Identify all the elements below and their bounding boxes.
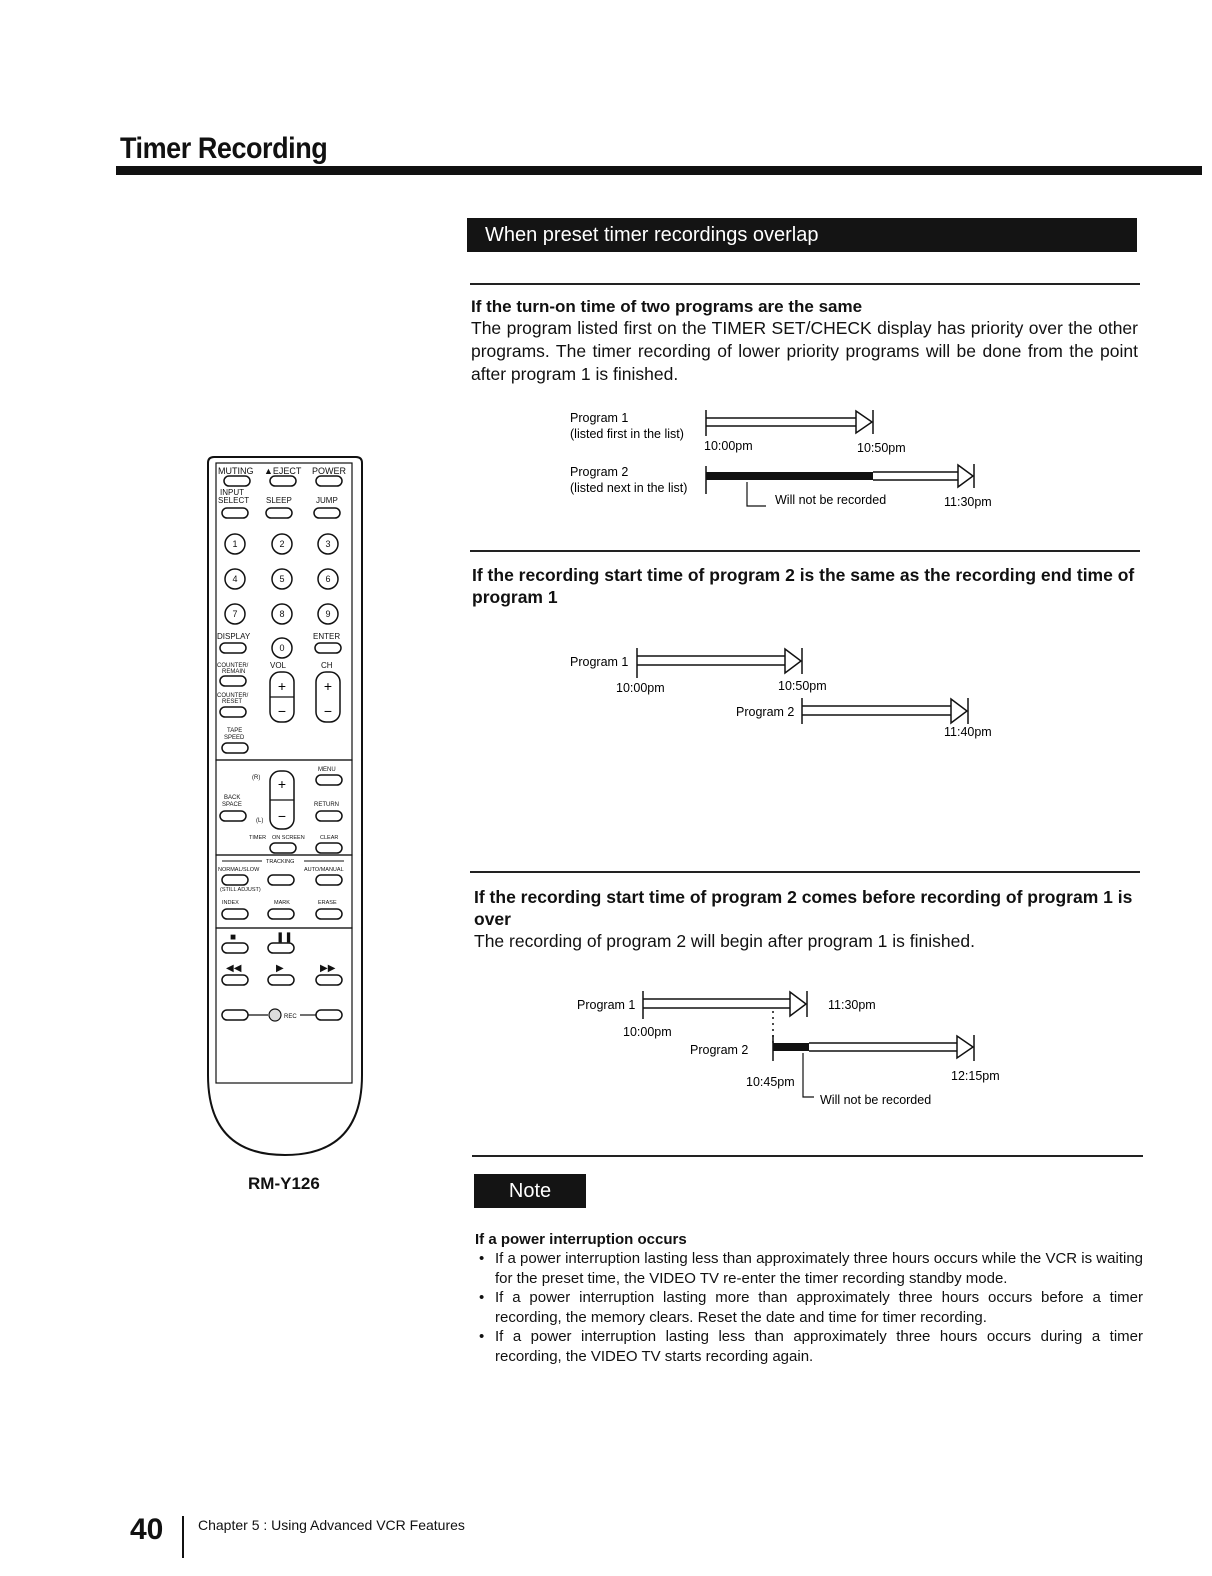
c1-p2-end-time: 11:30pm xyxy=(944,495,992,509)
volume-minus-icon: − xyxy=(277,703,287,719)
key-3-label: 3 xyxy=(325,539,331,549)
label-counter-remain-1: COUNTER/ xyxy=(217,663,249,669)
c3-not-recorded: Will not be recorded xyxy=(820,1093,932,1107)
case3-body: The recording of program 2 will begin after program 1 is finished. xyxy=(474,931,975,951)
case1-heading: If the turn-on time of two programs are the same xyxy=(471,297,863,316)
note-item: • If a power interruption lasting less than approximately three hours occurs during a timer recording, the VIDEO TV starts recording again. xyxy=(475,1327,1143,1366)
key-7-label: 7 xyxy=(232,609,238,619)
c2-p1-end-time: 10:50pm xyxy=(778,679,827,693)
c1-start-time: 10:00pm xyxy=(704,439,753,453)
c2-p2-arrow xyxy=(951,699,967,723)
key-9-label: 9 xyxy=(325,609,331,619)
label-input: INPUT xyxy=(220,488,244,497)
c3-callout-line xyxy=(803,1089,814,1097)
label-index: INDEX xyxy=(222,900,239,906)
volume-plus-icon: + xyxy=(277,678,287,694)
c1-program2-note: (listed next in the list) xyxy=(570,481,688,495)
label-vol: VOL xyxy=(270,661,287,670)
label-eject: ▲EJECT xyxy=(264,466,302,476)
label-counter-reset-1: COUNTER/ xyxy=(217,693,249,699)
label-r: (R) xyxy=(252,775,261,781)
label-select: SELECT xyxy=(218,496,250,505)
label-tracking: TRACKING xyxy=(266,859,295,865)
c3-program2-label: Program 2 xyxy=(690,1043,749,1057)
key-4-label: 4 xyxy=(232,574,238,584)
c1-callout-line xyxy=(747,482,766,506)
c1-program1-note: (listed first in the list) xyxy=(570,427,684,441)
label-ch: CH xyxy=(321,661,333,670)
divider xyxy=(470,283,1140,285)
channel-plus-icon: + xyxy=(323,678,333,694)
note-item: • If a power interruption lasting less than approximately three hours occurs while the VCR is waiting for the preset time, the VIDEO TV re-enter the timer recording standby mode. xyxy=(475,1249,1143,1288)
label-power: POWER xyxy=(312,466,347,476)
fast-forward-icon: ▶▶ xyxy=(320,963,336,974)
case3-diagram xyxy=(570,985,1040,1115)
c2-p1-arrow xyxy=(785,649,801,673)
footer-divider xyxy=(182,1516,184,1558)
remote-control-illustration xyxy=(200,455,370,1160)
label-space: SPACE xyxy=(222,802,242,808)
c2-program2-label: Program 2 xyxy=(736,705,795,719)
label-timer: TIMER xyxy=(249,835,267,841)
case2-heading: If the recording start time of program 2 is the same as the recording end time of program 1 xyxy=(472,565,1135,607)
label-display: DISPLAY xyxy=(217,632,251,641)
key-5-label: 5 xyxy=(279,574,285,584)
key-2-label: 2 xyxy=(279,539,285,549)
label-normal-slow: NORMAL/SLOW xyxy=(218,867,260,873)
divider xyxy=(472,1155,1143,1157)
rec-button[interactable] xyxy=(269,1009,281,1021)
label-counter-remain-2: REMAIN xyxy=(222,669,246,675)
c3-start-time: 10:00pm xyxy=(623,1025,672,1039)
section-banner: When preset timer recordings overlap xyxy=(467,218,1137,252)
cursor-plus-icon: + xyxy=(277,776,287,792)
note-item: • If a power interruption lasting more than approximately three hours occurs before a timer recording, the memory clears. Reset the date and time for timer recording. xyxy=(475,1288,1143,1327)
rewind-icon: ◀◀ xyxy=(226,963,242,974)
label-tape: TAPE xyxy=(227,728,243,734)
label-clear: CLEAR xyxy=(320,835,339,841)
cursor-minus-icon: − xyxy=(277,808,287,824)
key-1-label: 1 xyxy=(232,539,238,549)
case1-diagram xyxy=(560,400,1030,520)
c2-start-time: 10:00pm xyxy=(616,681,665,695)
c1-p1-end-time: 10:50pm xyxy=(857,441,906,455)
case3-heading: If the recording start time of program 2 comes before recording of program 1 is over xyxy=(474,887,1133,929)
play-icon: ▶ xyxy=(276,963,284,974)
c1-p2-arrow xyxy=(958,465,973,487)
case2-diagram xyxy=(560,640,1030,750)
label-muting: MUTING xyxy=(218,466,254,476)
channel-minus-icon: − xyxy=(323,703,333,719)
note-list xyxy=(475,1249,1143,1366)
key-0-label: 0 xyxy=(279,643,285,653)
case1-body: The program listed first on the TIMER SET/CHECK display has priority over the other programs. The timer recording of lower priority programs will be done from the point after program 1 is finished. xyxy=(471,318,1138,384)
c3-p1-end-time: 11:30pm xyxy=(828,998,876,1012)
remote-model-caption: RM-Y126 xyxy=(248,1174,320,1193)
divider xyxy=(470,550,1140,552)
c1-program2-label: Program 2 xyxy=(570,465,629,479)
title-rule xyxy=(116,166,1202,175)
label-mark: MARK xyxy=(274,900,290,906)
label-enter: ENTER xyxy=(313,632,341,641)
c3-p2-unrecorded-fill xyxy=(773,1043,809,1051)
label-return: RETURN xyxy=(314,802,339,808)
c1-p2-unrecorded-fill xyxy=(706,472,873,480)
c3-p2-arrow xyxy=(957,1036,973,1058)
c1-p1-arrow xyxy=(856,411,872,433)
stop-icon: ■ xyxy=(230,932,237,943)
note-heading: If a power interruption occurs xyxy=(475,1231,687,1248)
footer-chapter: Chapter 5 : Using Advanced VCR Features xyxy=(198,1517,465,1533)
label-erase: ERASE xyxy=(318,900,337,906)
label-rec: REC xyxy=(284,1014,297,1020)
key-8-label: 8 xyxy=(279,609,285,619)
label-auto-manual: AUTO/MANUAL xyxy=(304,867,344,873)
c1-program1-label: Program 1 xyxy=(570,411,629,425)
label-sleep: SLEEP xyxy=(266,496,292,505)
page-number: 40 xyxy=(130,1513,164,1546)
label-back: BACK xyxy=(224,795,241,801)
page-title: Timer Recording xyxy=(120,132,328,165)
label-menu: MENU xyxy=(318,767,336,773)
key-6-label: 6 xyxy=(325,574,331,584)
divider xyxy=(470,871,1140,873)
note-badge: Note xyxy=(474,1174,586,1208)
c3-program1-label: Program 1 xyxy=(577,998,636,1012)
label-on-screen: ON SCREEN xyxy=(272,835,305,841)
c3-p2-end-time: 12:15pm xyxy=(951,1069,1000,1083)
c3-p1-arrow xyxy=(790,992,806,1016)
c3-p2-start-time: 10:45pm xyxy=(746,1075,795,1089)
label-counter-reset-2: RESET xyxy=(222,699,243,705)
c1-not-recorded: Will not be recorded xyxy=(775,493,887,507)
c2-p2-end-time: 11:40pm xyxy=(944,725,992,739)
label-l: (L) xyxy=(256,818,264,824)
label-speed: SPEED xyxy=(224,735,245,741)
c2-program1-label: Program 1 xyxy=(570,655,629,669)
pause-icon: ❚❚ xyxy=(276,932,293,943)
label-still-adjust: (STILL ADJUST) xyxy=(220,887,261,893)
label-jump: JUMP xyxy=(316,496,338,505)
